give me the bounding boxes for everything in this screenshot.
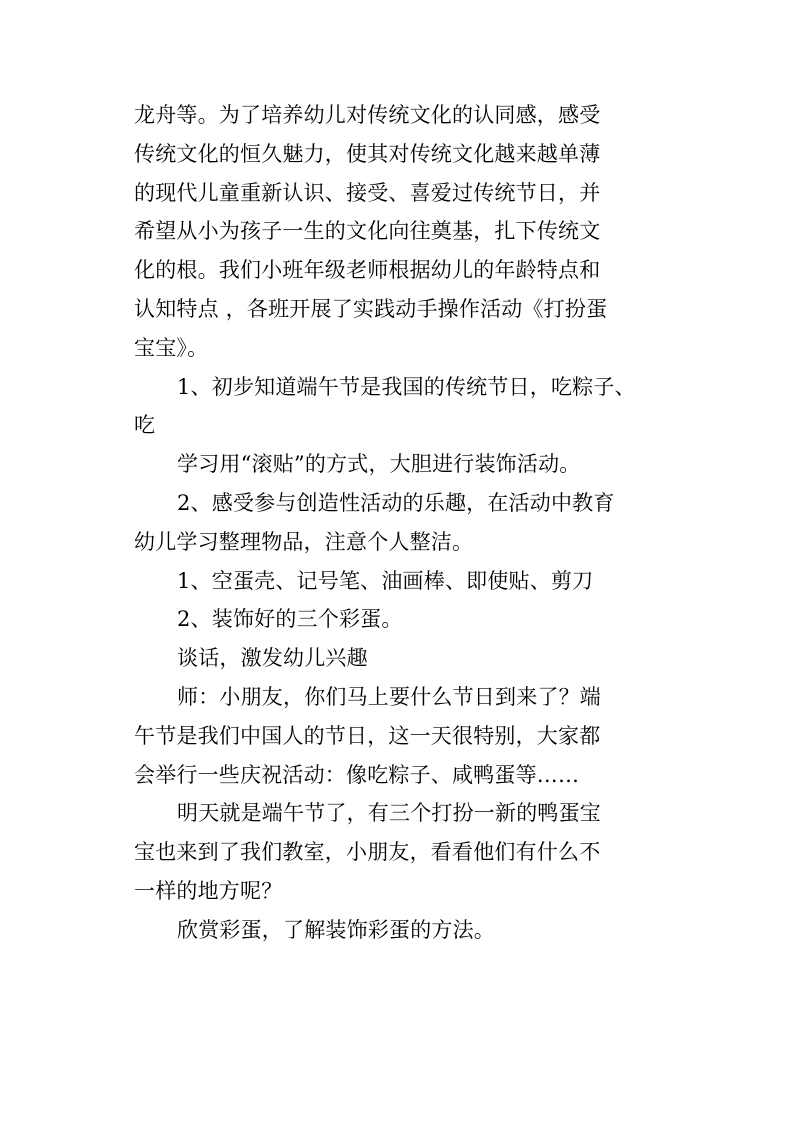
text-line: 会举行一些庆祝活动：像吃粽子、咸鸭蛋等…… bbox=[134, 762, 580, 787]
text-line: 1、初步知道端午节是我国的传统节日，吃粽子、 bbox=[177, 374, 636, 399]
text-line: 化的根。我们小班年级老师根据幼儿的年龄特点和 bbox=[134, 258, 601, 283]
text-line: 明天就是端午节了，有三个打扮一新的鸭蛋宝 bbox=[177, 801, 601, 826]
text-line: 2、感受参与创造性活动的乐趣，在活动中教育 bbox=[177, 490, 615, 515]
text-line: 希望从小为孩子一生的文化向往奠基，扎下传统文 bbox=[134, 219, 601, 244]
text-line: 幼儿学习整理物品，注意个人整洁。 bbox=[134, 529, 474, 554]
text-line: 的现代儿童重新认识、接受、喜爱过传统节日，并 bbox=[134, 180, 601, 205]
text-line: 1、空蛋壳、记号笔、油画棒、即使贴、剪刀 bbox=[177, 568, 594, 593]
text-line: 宝也来到了我们教室，小朋友，看看他们有什么不 bbox=[134, 840, 601, 865]
text-line: 师：小朋友，你们马上要什么节日到来了？端 bbox=[177, 684, 601, 709]
text-line: 一样的地方呢？ bbox=[134, 878, 283, 903]
text-line: 龙舟等。为了培养幼儿对传统文化的认同感，感受 bbox=[134, 103, 601, 127]
text-line: 午节是我们中国人的节日，这一天很特别，大家都 bbox=[134, 723, 601, 748]
text-line: 2、装饰好的三个彩蛋。 bbox=[177, 607, 403, 632]
text-line: 认知特点 ，各班开展了实践动手操作活动《打扮蛋 bbox=[134, 296, 608, 321]
text-line: 传统文化的恒久魅力，使其对传统文化越来越单薄 bbox=[134, 141, 601, 166]
text-line: 宝宝》。 bbox=[134, 335, 209, 360]
text-line: 学习用“滚贴”的方式，大胆进行装饰活动。 bbox=[177, 452, 581, 477]
text-line: 谈话，激发幼儿兴趣 bbox=[177, 646, 368, 671]
text-line: 吃 bbox=[134, 413, 156, 438]
text-line: 欣赏彩蛋，了解装饰彩蛋的方法。 bbox=[177, 917, 495, 942]
document-body bbox=[134, 96, 660, 950]
